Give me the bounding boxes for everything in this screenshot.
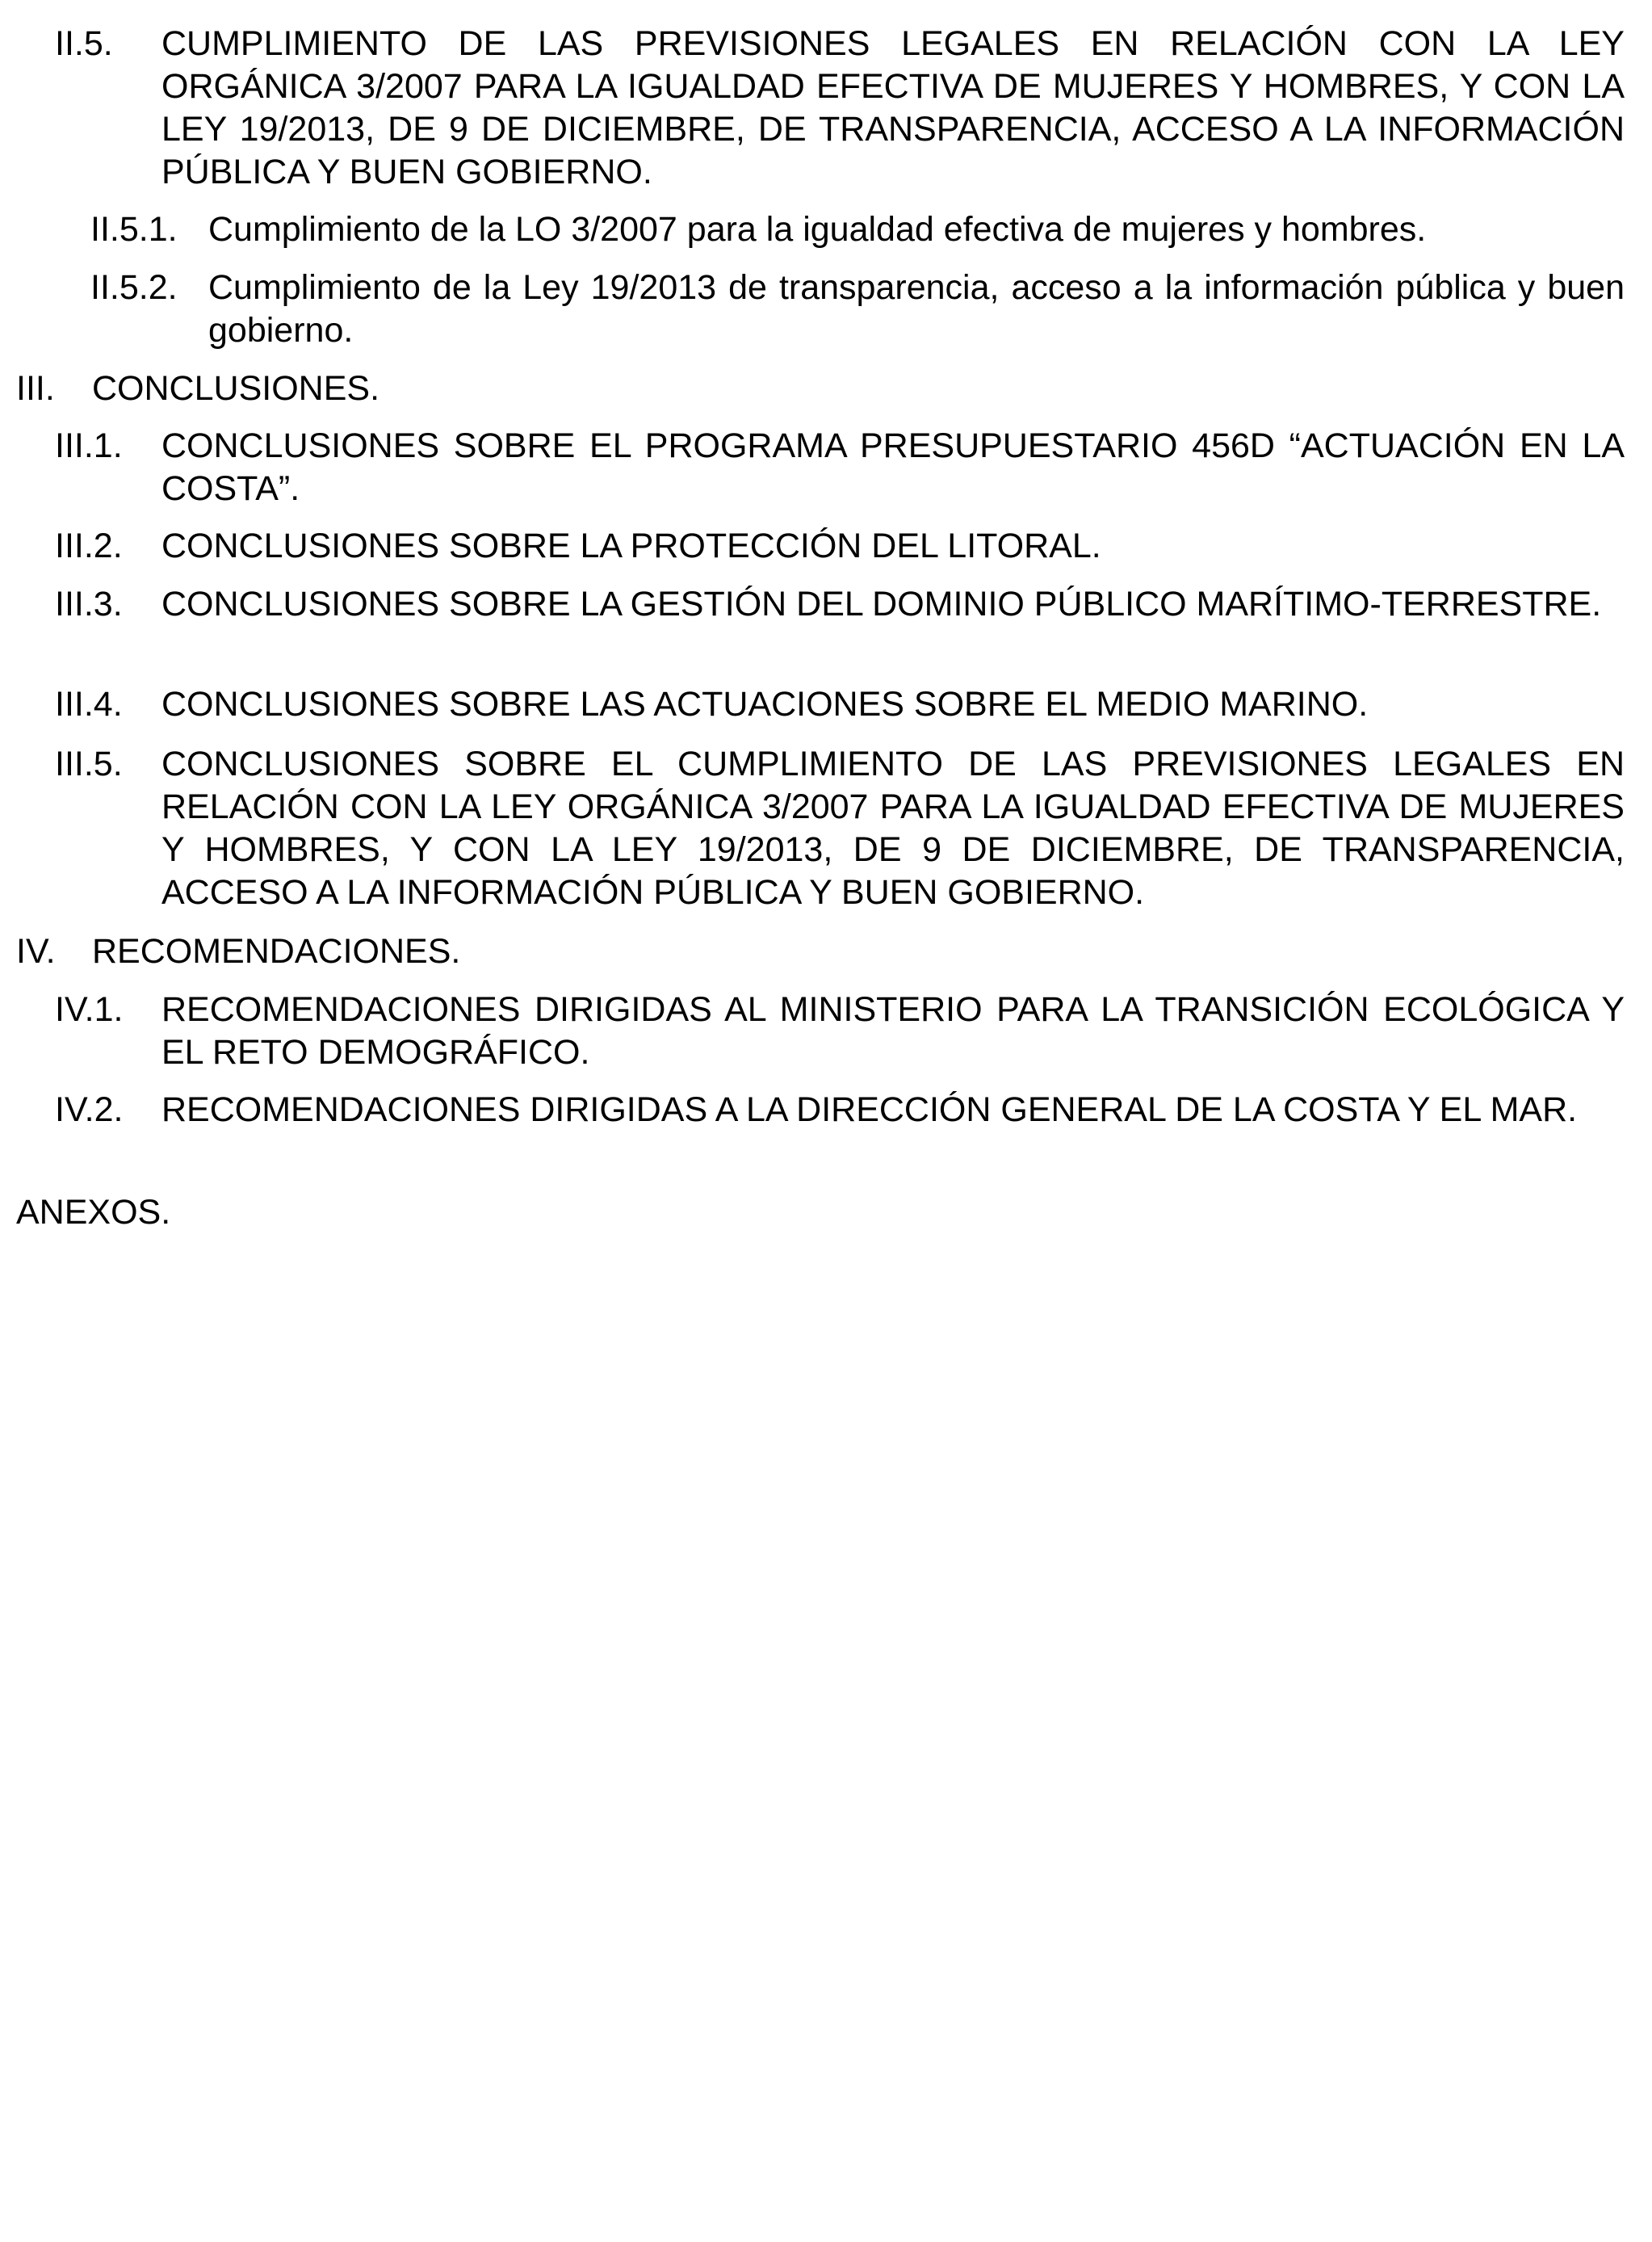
toc-number: III.4. [55,685,123,724]
toc-title: Cumplimiento de la Ley 19/2013 de transparencia, acceso a la información pública y buen gobierno. [208,268,1625,350]
toc-entry-iii-5[interactable] [55,743,1625,914]
toc-title: RECOMENDACIONES DIRIGIDAS A LA DIRECCIÓN GENERAL DE LA COSTA Y EL MAR. [161,1090,1578,1129]
toc-number: II.5. [55,24,113,63]
toc-entry-iii[interactable] [16,367,1625,410]
toc-entry-iii-4[interactable] [55,683,1625,726]
toc-number: IV. [16,932,56,971]
toc-entry-ii-5[interactable] [55,23,1625,194]
toc-title: RECOMENDACIONES DIRIGIDAS AL MINISTERIO PARA LA TRANSICIÓN ECOLÓGICA Y EL RETO DEMOGRÁFICO. [161,990,1625,1072]
toc-number: III.1. [55,426,123,465]
toc-entry-ii-5-1[interactable] [90,208,1625,251]
toc-title: CONCLUSIONES SOBRE LA GESTIÓN DEL DOMINIO PÚBLICO MARÍTIMO-TERRESTRE. [161,585,1602,623]
toc-number: II.5.1. [90,210,178,249]
toc-title: Cumplimiento de la LO 3/2007 para la igualdad efectiva de mujeres y hombres. [208,210,1427,249]
toc-title: CONCLUSIONES SOBRE LA PROTECCIÓN DEL LITORAL. [161,527,1101,565]
toc-entry-iv-2[interactable] [55,1089,1625,1174]
toc-title: ANEXOS. [16,1193,171,1232]
toc-entry-iii-3[interactable] [55,583,1625,669]
toc-title: CONCLUSIONES SOBRE LAS ACTUACIONES SOBRE EL MEDIO MARINO. [161,685,1369,724]
toc-number: III.5. [55,745,123,783]
toc-entry-iii-1[interactable] [55,425,1625,510]
toc-number: III.3. [55,585,123,623]
toc-title: CUMPLIMIENTO DE LAS PREVISIONES LEGALES EN RELACIÓN CON LA LEY ORGÁNICA 3/2007 PARA LA IGUALDAD EFECTIVA DE MUJERES Y HOMBRES, Y CON LA LEY 19/2013, DE 9 DE DICIEMBRE, DE TRANSPARENCIA, ACCESO A LA INFORMACIÓN PÚBLICA Y BUEN GOBIERNO. [161,24,1625,191]
toc-title: RECOMENDACIONES. [92,932,461,971]
toc-number: IV.2. [55,1090,124,1129]
toc-number: III. [16,369,55,408]
toc-entry-iv[interactable] [16,930,1625,973]
toc-entry-iv-1[interactable] [55,989,1625,1074]
toc-title: CONCLUSIONES. [92,369,380,408]
toc-number: IV.1. [55,990,124,1029]
toc-number: II.5.2. [90,268,178,307]
toc-number: III.2. [55,527,123,565]
toc-entry-ii-5-2[interactable] [90,267,1625,352]
toc-entry-iii-2[interactable] [55,525,1625,568]
toc-entry-anexos[interactable] [16,1191,1625,1234]
toc-title: CONCLUSIONES SOBRE EL PROGRAMA PRESUPUESTARIO 456D “ACTUACIÓN EN LA COSTA”. [161,426,1625,508]
toc-title: CONCLUSIONES SOBRE EL CUMPLIMIENTO DE LAS PREVISIONES LEGALES EN RELACIÓN CON LA LEY ORGÁNICA 3/2007 PARA LA IGUALDAD EFECTIVA DE MUJERES Y HOMBRES, Y CON LA LEY 19/2013, DE 9 DE DICIEMBRE, DE TRANSPARENCIA, ACCESO A LA INFORMACIÓN PÚBLICA Y BUEN GOBIERNO. [161,745,1625,912]
